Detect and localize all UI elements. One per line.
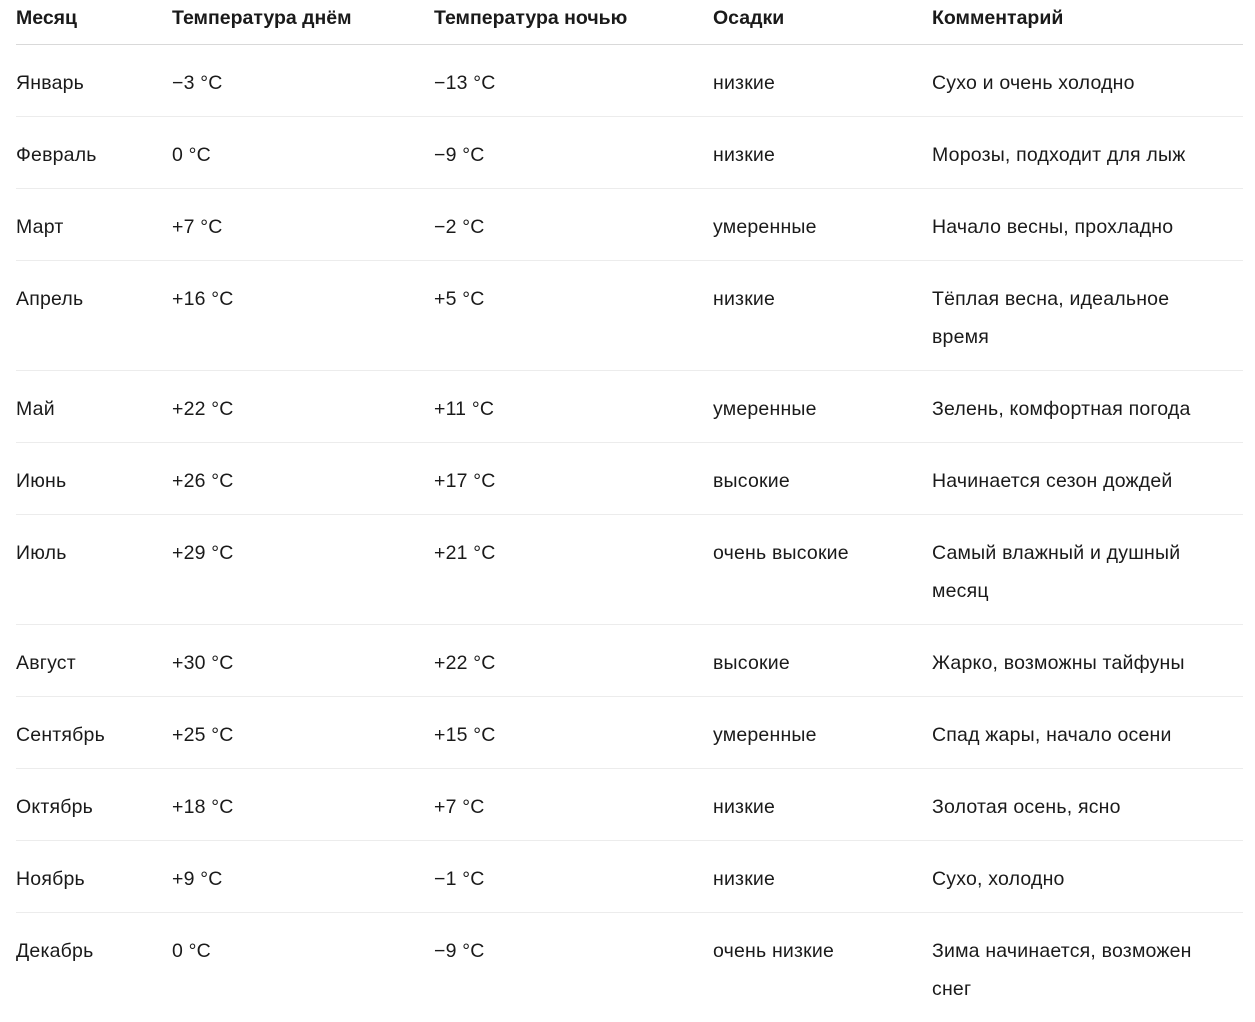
comment-cell: Тёплая весна, идеальное время: [932, 261, 1243, 371]
precipitation-cell: очень низкие: [713, 913, 932, 1022]
table-row: [16, 515, 1243, 625]
precipitation-cell: умеренные: [713, 697, 932, 769]
precipitation-cell: очень высокие: [713, 515, 932, 625]
comment-cell: Золотая осень, ясно: [932, 769, 1243, 841]
table-row: [16, 841, 1243, 913]
table-row: [16, 261, 1243, 371]
day-temp-cell: +30 °C: [172, 625, 434, 697]
month-cell: Ноябрь: [16, 841, 172, 913]
precipitation-cell: высокие: [713, 443, 932, 515]
night-temp-cell: −1 °C: [434, 841, 713, 913]
table-row: [16, 45, 1243, 117]
night-temp-cell: −13 °C: [434, 45, 713, 117]
precipitation-cell: низкие: [713, 841, 932, 913]
table-row: [16, 769, 1243, 841]
table-row: [16, 117, 1243, 189]
precipitation-cell: умеренные: [713, 189, 932, 261]
day-temp-cell: +25 °C: [172, 697, 434, 769]
day-temp-cell: +16 °C: [172, 261, 434, 371]
night-temp-cell: +21 °C: [434, 515, 713, 625]
night-temp-cell: +17 °C: [434, 443, 713, 515]
comment-cell: Сухо и очень холодно: [932, 45, 1243, 117]
day-temp-cell: +22 °C: [172, 371, 434, 443]
comment-cell: Начало весны, прохладно: [932, 189, 1243, 261]
month-cell: Май: [16, 371, 172, 443]
day-temp-cell: +18 °C: [172, 769, 434, 841]
precipitation-cell: низкие: [713, 45, 932, 117]
night-temp-cell: −9 °C: [434, 913, 713, 1022]
precipitation-cell: умеренные: [713, 371, 932, 443]
precipitation-cell: низкие: [713, 769, 932, 841]
night-temp-cell: +11 °C: [434, 371, 713, 443]
night-temp-cell: −9 °C: [434, 117, 713, 189]
header-day-temp: Температура днём: [172, 0, 434, 45]
comment-cell: Сухо, холодно: [932, 841, 1243, 913]
night-temp-cell: −2 °C: [434, 189, 713, 261]
day-temp-cell: 0 °C: [172, 117, 434, 189]
day-temp-cell: −3 °C: [172, 45, 434, 117]
table-header-row: [16, 0, 1243, 45]
night-temp-cell: +5 °C: [434, 261, 713, 371]
comment-cell: Начинается сезон дождей: [932, 443, 1243, 515]
table-row: [16, 189, 1243, 261]
month-cell: Март: [16, 189, 172, 261]
climate-table: [16, 0, 1243, 1022]
precipitation-cell: высокие: [713, 625, 932, 697]
night-temp-cell: +7 °C: [434, 769, 713, 841]
day-temp-cell: +9 °C: [172, 841, 434, 913]
night-temp-cell: +22 °C: [434, 625, 713, 697]
table-row: [16, 443, 1243, 515]
month-cell: Декабрь: [16, 913, 172, 1022]
month-cell: Апрель: [16, 261, 172, 371]
month-cell: Сентябрь: [16, 697, 172, 769]
table-row: [16, 371, 1243, 443]
header-comment: Комментарий: [932, 0, 1243, 45]
comment-cell: Самый влажный и душный месяц: [932, 515, 1243, 625]
month-cell: Август: [16, 625, 172, 697]
day-temp-cell: +26 °C: [172, 443, 434, 515]
header-month: Месяц: [16, 0, 172, 45]
precipitation-cell: низкие: [713, 261, 932, 371]
night-temp-cell: +15 °C: [434, 697, 713, 769]
comment-cell: Спад жары, начало осени: [932, 697, 1243, 769]
month-cell: Февраль: [16, 117, 172, 189]
header-night-temp: Температура ночью: [434, 0, 713, 45]
month-cell: Январь: [16, 45, 172, 117]
day-temp-cell: +29 °C: [172, 515, 434, 625]
header-precipitation: Осадки: [713, 0, 932, 45]
day-temp-cell: 0 °C: [172, 913, 434, 1022]
day-temp-cell: +7 °C: [172, 189, 434, 261]
table-row: [16, 913, 1243, 1022]
table-row: [16, 697, 1243, 769]
precipitation-cell: низкие: [713, 117, 932, 189]
comment-cell: Зима начинается, возможен снег: [932, 913, 1243, 1022]
table-row: [16, 625, 1243, 697]
comment-cell: Зелень, комфортная погода: [932, 371, 1243, 443]
month-cell: Октябрь: [16, 769, 172, 841]
month-cell: Июль: [16, 515, 172, 625]
comment-cell: Морозы, подходит для лыж: [932, 117, 1243, 189]
comment-cell: Жарко, возможны тайфуны: [932, 625, 1243, 697]
month-cell: Июнь: [16, 443, 172, 515]
